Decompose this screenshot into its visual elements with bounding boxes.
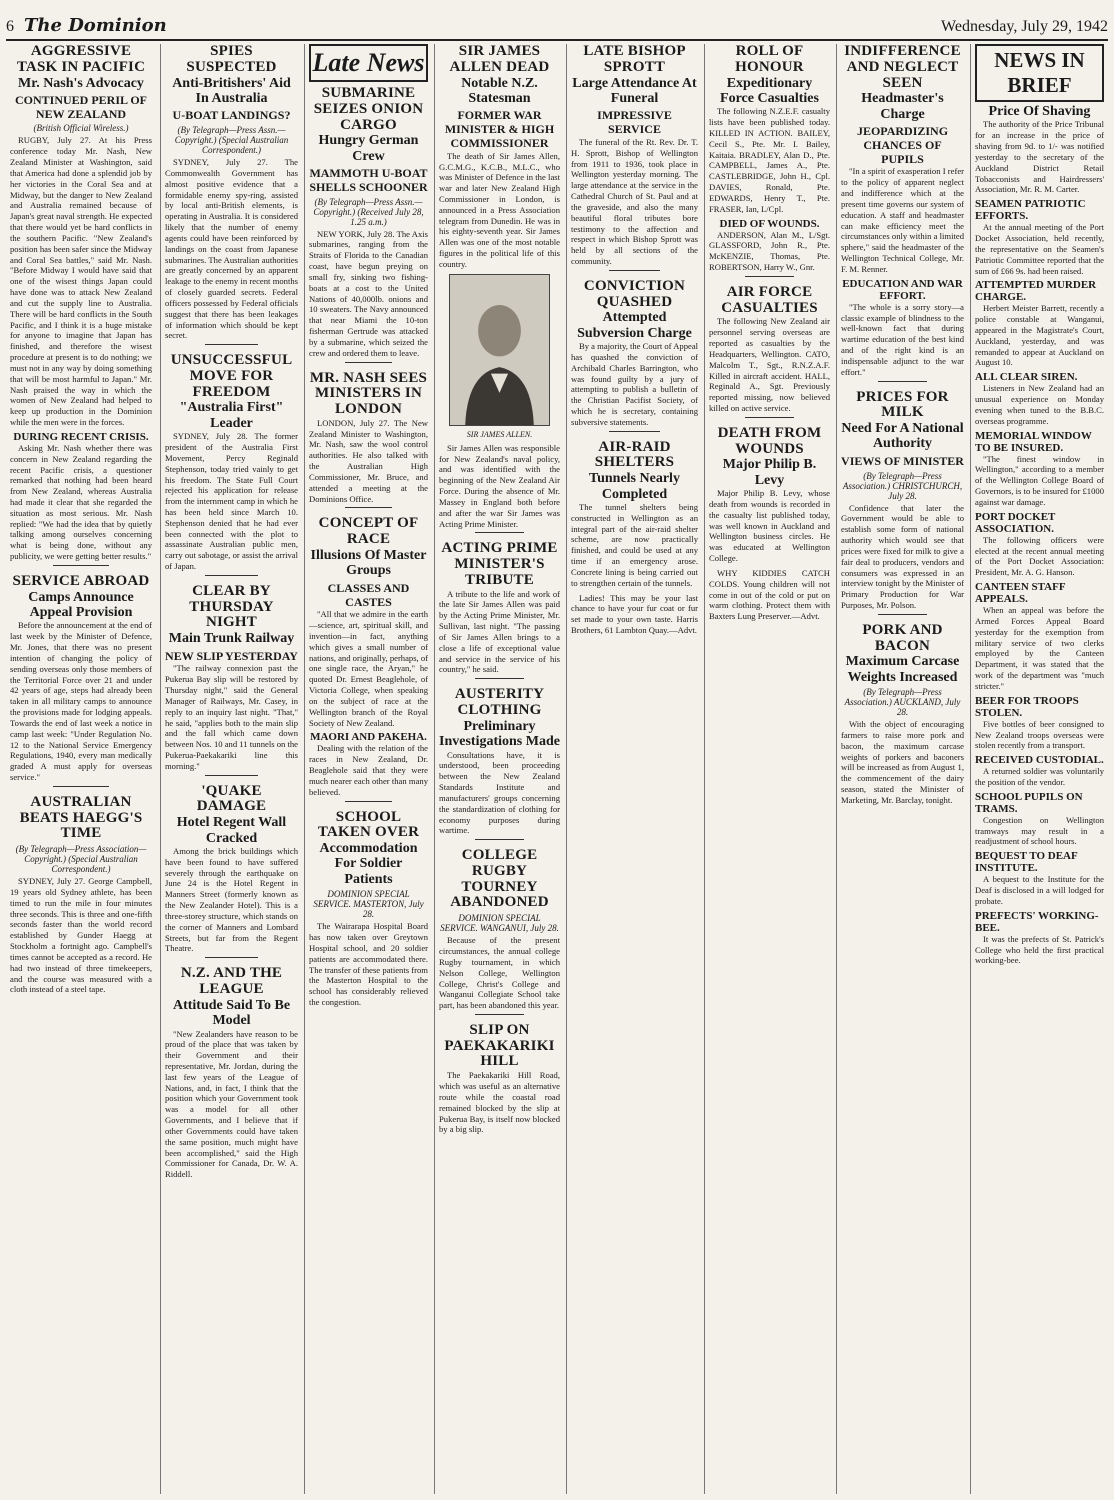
brief-body: Listeners in New Zealand had an unusual experience on Monday evening when tuned to the B.B.C. overseas programme. (975, 383, 1104, 426)
article-body: Dealing with the relation of the races in New Zealand, Dr. Beaglehole said that they were much nearer each other than many believed. (309, 743, 428, 797)
column-2 (160, 44, 302, 1494)
headline: MR. NASH SEES MINISTERS IN LONDON (309, 369, 428, 418)
article-body: "The railway connexion past the Pukerua Bay slip will be restored by Thursday night," said the General Manager of Railways, Mr. Casey, in reply to an inquiry last night. "That," he said, "applies both to the main slip and the fall which came down between Nos. 10 and 11 tunnels on the Pukerua-Paekakariki line this morning." (165, 663, 298, 771)
brief-heading: SEAMEN PATRIOTIC EFFORTS. (975, 198, 1086, 223)
subheadline: Camps Announce Appeal Provision (28, 589, 134, 621)
section-heading: MAORI AND PAKEHA. (310, 731, 427, 744)
article-body: "In a spirit of exasperation I refer to the policy of apparent neglect and indifference which at the present time governs our system of education. A staff and headmaster can make efficiency meet the circumstances only within a limited sphere," said the headmaster of the Wellington Technical College, Mr. F. M. Renner. (841, 166, 964, 274)
article-body: The following New Zealand air personnel serving overseas are reported as casualties by the Headquarters, Wellington. CATO, Malcolm T., Sgt., R.N.Z.A.F. Killed in aircraft accident. HALL, Reginald A., Sgt. Previously reported missing, now believed killed on active service. (709, 316, 830, 413)
article-acting-pm (439, 541, 560, 679)
column-6 (704, 44, 834, 1494)
subheadline: Price Of Shaving (988, 104, 1091, 119)
subheadline: Anti-Britishers' Aid In Australia (172, 75, 291, 106)
subheadline: Attitude Said To Be Model (172, 997, 291, 1029)
headline: ACTING PRIME MINISTER'S TRIBUTE (441, 540, 558, 588)
headline: UNSUCCESSFUL MOVE FOR FREEDOM (170, 352, 293, 400)
subheadline: JEOPARDIZING CHANCES OF PUPILS (856, 124, 949, 166)
headline: AIR FORCE CASUALTIES (721, 283, 818, 316)
brief-body: A bequest to the Institute for the Deaf is disclosed in a will lodged for probate. (975, 874, 1104, 906)
article-school-taken-over (309, 810, 428, 1008)
subheadline: Accommodation For Soldier Patients (319, 841, 418, 887)
headline: CONCEPT OF RACE (318, 515, 419, 548)
byline: (By Telegraph—Press Assn.—Copyright.) (Special Australian Correspondent.) (174, 125, 289, 156)
subheadline: Mr. Nash's Advocacy (18, 75, 144, 91)
newspaper-title: The Dominion (24, 15, 167, 36)
headline: SIR JAMES ALLEN DEAD (449, 44, 550, 75)
article-body: Among the brick buildings which have been found to have suffered severely through the earthquake on June 24 is the Hotel Regent in Manners Street (formerly known as the New Zealander Hotel). This is a three-storey structure, which stands on the corner of Manners and Lombard Streets, but far from the Regent Theatre. (165, 845, 298, 954)
headline: SPIES SUSPECTED (186, 44, 277, 75)
subheadline: Headmaster's Charge (861, 91, 944, 122)
subheadline: Tunnels Nearly Completed (589, 471, 680, 502)
advertisement: Ladies! This may be your last chance to have your fur coat or fur set made to your own taste. Harris Brothers, 61 Lambton Quay.—Advt. (571, 592, 698, 636)
brief-heading: ATTEMPTED MURDER CHARGE. (975, 279, 1097, 304)
article-body: "All that we admire in the earth—science, art, spiritual skill, and invention—in fact, anything which gives a small number of nations, and originally, perhaps, of one single race, the Aryan," he quoted Dr. Ernest Beaglehole, of Victoria College, when speaking on the subject of race at the Wellington branch of the Royal Society of New Zealand. (309, 609, 429, 728)
column-8 (970, 44, 1108, 1494)
article-body: "New Zealanders have reason to be proud of the place that was taken by their Government and their representative, Mr. Jordan, during the last few years of the League of Nations, and, in fact, I think that the position which your Government took was a model for all other Governments, and I believe that if other Governments could have taken the same position, much might have been accomplished," said the High Commissioner for Canada, Dr. W. A. Riddell. (165, 1028, 298, 1180)
article-body: Before the announcement at the end of last week by the Minister of Defence, Mr. Jones, that there was no present intention of changing the policy of sending overseas only those members of the Territorial Force over 21 and under 42 years of age, steps had already been taken in all military camps to announce the provisions made for lodging appeals. Towards the end of last week a notice in camp last week: "Under Regulation No. 12 to the National Service Emergency Regulations, 1940, every man medically graded A must apply for overseas service." (10, 620, 152, 783)
article-aggressive-task (10, 44, 152, 566)
article-body: LONDON, July 27. The New Zealand Minister to Washington, Mr. Nash, saw the wool control authorities. He also talked with the Australian High Commissioner, Mr. Bruce, and attended a meeting at the Dominions Office. (309, 417, 428, 504)
brief-body: Herbert Meister Barrett, recently a police constable at Wanganui, appeared in the Magistrate's Court, Auckland, yesterday, and was remanded to appear at Auckland on August 10. (975, 303, 1104, 368)
article-body: SYDNEY, July 28. The former president of the Australia First Movement, Percy Reginald Stephenson, today tried vainly to get his freedom. The State Full Court rejected his application for release from the internment camp in which he has been held since March 10. Stephenson denied that he had ever been connected with the plot to assassinate Australian public men, carry out sabotage, or assist the arrival of Japan. (165, 431, 298, 572)
brief-body: Five bottles of beer consigned to New Zealand troops overseas were stolen recently from a transport. (975, 718, 1104, 751)
subheadline: VIEWS OF MINISTER (841, 453, 964, 468)
byline: (By Telegraph—Press Association.) AUCKLAND, July 28. (844, 687, 961, 718)
article-air-force-casualties (709, 285, 830, 418)
article-indifference (841, 44, 964, 382)
brief-heading: PORT DOCKET ASSOCIATION. (975, 510, 1056, 535)
subheadline: Expeditionary Force Casualties (720, 75, 819, 106)
article-body: The funeral of the Rt. Rev. Dr. T. H. Sprott, Bishop of Wellington from 1911 to 1936, took place in Wellington yesterday morning. The large attendance at the service in the Cathedral Church of St. Paul and at the graveside, and also the many beautiful floral tributes bore testimony to the affection and respect in which Bishop Sprott was held by all sections of the community. (571, 136, 698, 266)
headline: CLEAR BY THURSDAY NIGHT (189, 582, 274, 631)
article-conviction-quashed (571, 279, 698, 432)
article-body: Because of the present circumstances, the annual college Rugby tournament, in which Nelson College, Wellington College, Christ's College and Wanganui Collegiate School take part, has been abandoned this year. (439, 935, 560, 1011)
portrait-photo (449, 274, 550, 426)
article-body: The Wairarapa Hospital Board has now taken over Greytown Hospital school, and 20 soldier patients are accommodated there. The transfer of these patients from the Masterton Hospital to the school has considerably relieved the congestion. (309, 921, 428, 1008)
article-submarine (309, 86, 428, 363)
article-australian-beats (10, 795, 152, 995)
article-air-raid-shelters (571, 440, 698, 636)
subheadline: FORMER WAR MINISTER & HIGH COMMISSIONER (444, 108, 555, 150)
brief-heading: BEER FOR TROOPS STOLEN. (975, 694, 1079, 719)
brief-heading: SCHOOL PUPILS ON TRAMS. (975, 790, 1083, 815)
subheadline: Illusions Of Master Groups (310, 547, 427, 579)
article-death-from-wounds (709, 426, 830, 622)
brief-body: A returned soldier was voluntarily the position of the vendor. (975, 766, 1104, 787)
byline: (By Telegraph—Press Association.) CHRISTCHURCH, July 28. (842, 470, 963, 501)
column-7 (836, 44, 968, 1494)
section-heading: DIED OF WOUNDS. (719, 217, 820, 230)
article-sir-james-allen (439, 44, 560, 533)
article-body: The following N.Z.E.F. casualty lists have been published today. KILLED IN ACTION. BAILEY, Cecil S., Pte. Mr. I. Bailey, Kaitaia. BRADLEY, Alan D., Pte. CAMPBELL, James A., Pte. CASTLEBRIDGE, John H., Cpl. DAVIES, Ronald, Pte. EDWARDS, Henry T., Pte. FRASER, Ian, L/Cpl. (709, 106, 830, 214)
advertisement: WHY KIDDIES CATCH COLDS. Young children will not come in out of the cold or put on warm clothing. Protect them with Baxters Lung Preserver.—Advt. (709, 567, 830, 622)
article-slip-paekakariki (439, 1023, 560, 1135)
article-body: SYDNEY, July 27. The Commonwealth Government has almost positive evidence that a formidable enemy spy-ring, assisted by local anti-British elements, is operating in Australia. It is considered likely that the number of enemy agents could have been reinforced by landings on the coast from Japanese submarines. The Australian authorities are greatly concerned by an apparent leakage to the enemy in recent months of closely guarded secrets. Federal officers possessed by Federal officials suggest that there has been leakages of information which should be kept secret. (165, 157, 298, 341)
headline: SLIP ON PAEKAKARIKI HILL (444, 1021, 555, 1070)
photo-caption: SIR JAMES ALLEN. (466, 429, 533, 439)
headline: SUBMARINE SEIZES ONION CARGO (313, 85, 424, 133)
headline: COLLEGE RUGBY TOURNEY ABANDONED (450, 847, 549, 911)
byline: (British Official Wireless.) (33, 123, 129, 134)
subheadline: MAMMOTH U-BOAT SHELLS SCHOONER (309, 166, 428, 194)
column-4 (434, 44, 564, 1494)
article-body: With the object of encouraging farmers to raise more pork and bacon, the maximum carcase weights of porkers and baconers will be increased as from August 1, the commencement of the dairy season, stated the Minister of Marketing, Mr. Barclay, tonight. (841, 719, 964, 805)
article-body: Sir James Allen was responsible for New Zealand's naval policy, and was identified with the beginning of the New Zealand Air Force. During the absence of Mr. Massey in England both before and after the war Sir James was Acting Prime Minister. (439, 442, 560, 529)
headline: SCHOOL TAKEN OVER (317, 808, 420, 841)
brief-heading: ALL CLEAR SIREN. (975, 371, 1078, 384)
article-body: Confidence that later the Government would be able to establish some form of national authority which would see that prices were fixed for milk to give a fair deal to producers, vendors and consumers was expressed in an interview tonight by the Minister of Primary Production for War Purposes, Mr. Polson. (841, 502, 964, 611)
article-body: The Paekakariki Hill Road, which was useful as an alternative route while the coastal road remained blocked by the slip at Pukerua Bay, is itself now blocked by a big slip. (439, 1070, 560, 1135)
brief-heading: RECEIVED CUSTODIAL. (975, 754, 1104, 767)
headline: PORK AND BACON (862, 621, 943, 654)
article-body: SYDNEY, July 27. George Campbell, 19 years old Sydney athlete, has been timed to run the mile in four minutes three seconds. This is three and one-fifth seconds faster than the world record established by Gunder Haegg at Stockholm a fortnight ago. Campbell's times cannot be accepted as a record. He had two instead of three timekeepers, and the course was measured with a cloth instead of a steel tape. (10, 876, 152, 995)
brief-heading: MEMORIAL WINDOW TO BE INSURED. (975, 429, 1092, 454)
subheadline: Need For A National Authority (841, 421, 964, 452)
brief-body: Congestion on Wellington tramways may result in a readjustment of school hours. (975, 814, 1104, 847)
headline: INDIFFERENCE AND NEGLECT SEEN (844, 44, 961, 91)
page-number: 6 (6, 18, 14, 35)
news-in-brief (975, 104, 1104, 966)
article-body: A tribute to the life and work of the late Sir James Allen was paid by the Acting Prime Minister, Mr. Sullivan, last night. "The passing of Sir James Allen brings to a close a life of exceptional value and service in the service of his country," he said. (439, 588, 560, 675)
article-prices-for-milk (841, 390, 964, 615)
headline: SERVICE ABROAD (12, 572, 150, 589)
article-service-abroad (10, 574, 152, 787)
subheadline: CLASSES AND CASTES (327, 580, 410, 609)
subheadline: Attempted Subversion Charge (577, 310, 692, 341)
headline: DEATH FROM WOUNDS (717, 424, 822, 457)
brief-body: The following officers were elected at the recent annual meeting of the Port Docket Association: President, Mr. A. G. Hanson. (975, 534, 1104, 578)
subheadline: Preliminary Investigations Made (439, 718, 560, 750)
masthead (6, 6, 1108, 41)
byline: (By Telegraph—Press Assn.—Copyright.) (Received July 28, 1.25 a.m.) (313, 196, 424, 227)
headline: AUSTRALIAN BEATS HAEGG'S TIME (19, 793, 143, 842)
article-body: "The whole is a sorry story—a classic example of blindness to the well-known fact that during wartime education of the best kind and of the right kind is an indispensable adjunct to the war effort." (841, 301, 964, 377)
article-body: The tunnel shelters being constructed in Wellington as an integral part of the air-raid shelter scheme, are now practically finished, and could be used at any time if an emergency arose. Concrete lining is being carried out to strengthen certain of the tunnels. (571, 502, 698, 588)
subheadline: U-BOAT LANDINGS? (172, 108, 291, 123)
article-pork-and-bacon (841, 623, 964, 806)
article-body: The death of Sir James Allen, G.C.M.G., K.C.B., M.L.C., who was Minister of Defence in the last war and later New Zealand High Commissioner in London, is announced in a Press Association telegram from Dunedin. He was in his eighty-seventh year. Sir James Allen was one of the most notable figures in the political life of this country. (439, 150, 560, 269)
news-in-brief-banner: NEWS IN BRIEF (975, 44, 1104, 102)
article-body: ANDERSON, Alan M., L/Sgt. GLASSFORD, John R., Pte. McKENZIE, Thomas, Pte. ROBERTSON, Harry W., Gnr. (709, 229, 830, 273)
late-news-banner: Late News (309, 44, 428, 82)
article-nz-league (165, 966, 298, 1180)
subheadline: Hungry German Crew (318, 133, 419, 164)
column-5 (566, 44, 702, 1494)
headline: AIR-RAID SHELTERS (594, 438, 675, 471)
article-clear-by-thursday (165, 584, 298, 776)
article-roll-of-honour (709, 44, 830, 277)
headline: CONVICTION QUASHED (583, 277, 686, 310)
byline: DOMINION SPECIAL SERVICE. WANGANUI, July 28. (440, 913, 559, 934)
subheadline: Main Trunk Railway (168, 631, 295, 647)
subheadline: Major Philip B. Levy (722, 457, 817, 488)
article-body: RUGBY, July 27. At his Press conference today Mr. Nash, New Zealand Minister at Washington, said that America had done a splendid job by her victories in the Coral Sea and at Midway, but the danger to New Zealand and Australia remained because of Japan's great naval strength. He expected that there would yet be hard conflicts in the southern Pacific. "New Zealand's position has been safer since the Midway and Coral Sea battles," said Mr. Nash. "Before Midway I would have said that one of the wisest things Japan could have done was to attack New Zealand and cut the supply line to Australia. There will be hard conflicts in the South Pacific, and I think it is a huge mistake for anyone to imagine that Japan has finished, and therefore the wisest procedure at present is to do nothing; we must not in any way by doing something that will be most harmful to Japan." Mr. Nash praised the way in which the women of New Zealand had helped to keep up production in the Dominion while the men were in the forces. (10, 135, 152, 428)
article-mr-nash (309, 371, 428, 509)
subheadline: Maximum Carcase Weights Increased (845, 654, 960, 685)
article-unsuccessful-move (165, 353, 298, 576)
article-body: Major Philip B. Levy, whose death from wounds is recorded in the casualty list published today, was well known in Auckland and Wellington business circles. He was educated at Wellington College. (709, 488, 830, 564)
brief-heading: CANTEEN STAFF APPEALS. (975, 581, 1066, 606)
article-body: NEW YORK, July 28. The Axis submarines, ranging from the Straits of Florida to the Canadian coast, have begun preying on small fry, sinking two fishing-boats at a cost to the United Nations of 40,000lb. onions and 10 sweaters. The Navy announced that near Miami the 10-ton fisherman Gertrude was attacked by a submarine, which seized the crew and ordered them to leave. (309, 228, 428, 358)
issue-date: Wednesday, July 29, 1942 (941, 18, 1108, 35)
brief-heading: PREFECTS' WORKING-BEE. (975, 909, 1099, 934)
article-austerity-clothing (439, 687, 560, 840)
brief-heading: BEQUEST TO DEAF INSTITUTE. (975, 850, 1078, 875)
headline: ROLL OF HONOUR (735, 44, 804, 75)
brief-body: "The finest window in Wellington," according to a member of the Wellington College Board of Governors, is to be insured for £1000 against war damage. (975, 453, 1104, 507)
subheadline: NEW SLIP YESTERDAY (165, 648, 298, 663)
article-college-rugby (439, 848, 560, 1015)
subheadline: "Australia First" Leader (179, 400, 284, 431)
brief-body: At the annual meeting of the Port Docket Association, held recently, the representative on the Seamen's Patriotic Committee reported that the sum of £66 9s. had been raised. (975, 222, 1104, 276)
section-heading: EDUCATION AND WAR EFFORT. (842, 277, 963, 302)
subheadline: Large Attendance At Funeral (572, 75, 697, 106)
article-body: Asking Mr. Nash whether there was concern in New Zealand regarding the recent Pacific crisis, a questioner remarked that nothing had been heard from New Zealand, whereas Australia had made it clear that she regarded the situation as most serious. Mr. Nash replied: "We had the idea that by quietly talking among ourselves concerning what is being done, without any publicity, we were getting better results." (10, 442, 152, 562)
brief-body: It was the prefects of St. Patrick's College who held the first practical working-bee. (975, 933, 1104, 966)
subheadline: IMPRESSIVE SERVICE (597, 108, 672, 137)
article-body: Consultations have, it is understood, been proceeding between the New Zealand Standards Institute and manufacturers' groups concerning the standardization of clothing for economy purposes during wartime. (439, 749, 560, 836)
article-concept-of-race (309, 516, 428, 801)
byline: DOMINION SPECIAL SERVICE. MASTERTON, July 28. (313, 889, 424, 920)
subheadline: Hotel Regent Wall Cracked (176, 815, 287, 846)
subheadline: CONTINUED PERIL OF NEW ZEALAND (14, 92, 148, 121)
headline: AGGRESSIVE TASK IN PACIFIC (16, 44, 146, 75)
article-quake-damage (165, 784, 298, 959)
article-spies (165, 44, 298, 345)
headline: 'QUAKE DAMAGE (196, 782, 267, 815)
headline: AUSTERITY CLOTHING (454, 686, 545, 719)
headline: LATE BISHOP SPROTT (583, 44, 686, 75)
byline: (By Telegraph—Press Association—Copyright.) (Special Australian Correspondent.) (15, 844, 147, 875)
subheadline: Notable N.Z. Statesman (461, 75, 538, 106)
headline: PRICES FOR MILK (856, 388, 949, 421)
headline: N.Z. AND THE LEAGUE (180, 965, 283, 997)
column-3 (304, 44, 432, 1494)
brief-body: When an appeal was before the Armed Forces Appeal Board yesterday for the exemption from military service of two clerks employed by the Canteen Department, it was stated that the work of the department was "much stricter." (975, 605, 1104, 691)
section-heading: DURING RECENT CRISIS. (13, 430, 149, 443)
article-body: The authority of the Price Tribunal for an increase in the price of shaving from 9d. to 1/- was notified yesterday to the secretary of the Auckland District Retail Tobacconists and Hairdressers' Association, Mr. R. M. Carter. (975, 119, 1104, 195)
column-1 (6, 44, 156, 1494)
article-body: By a majority, the Court of Appeal has quashed the conviction of Archibald Charles Barrington, who was found guilty by a jury of attempting to publish a bulletin of the Christian Pacifist Society, of which he is secretary, containing subversive statements. (571, 341, 699, 427)
article-bishop-sprott (571, 44, 698, 271)
